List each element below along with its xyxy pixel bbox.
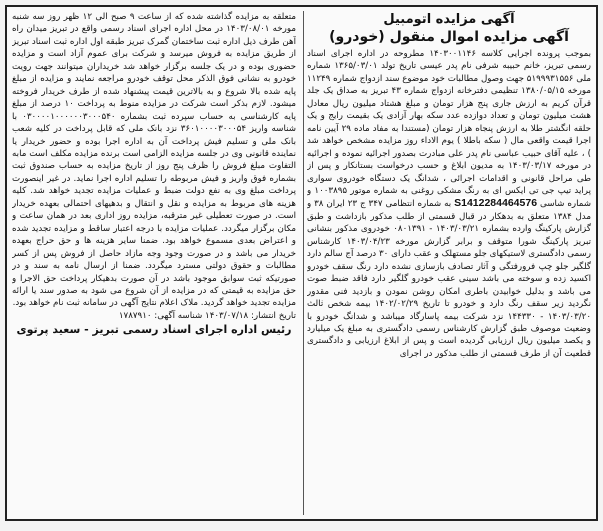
column-divider (303, 11, 304, 515)
notice-title: آگهی مزایده اتومبیل (383, 12, 515, 27)
notice-subtitle: آگهی مزایده اموال منقول (خودرو) (329, 29, 569, 45)
publication-info: تاریخ انتشار: ۱۴۰۳/۰۷/۱۸ شناسه آگهی: ۱۷۸۷۹۱۰ (118, 310, 296, 321)
notice-body-part2: متعلقه به مزایده گذاشته شده که از ساعت ۹ صبح الی ۱۲ ظهر روز سه شنبه مورخه ۱۴۰۳/۰۸/۰۱ در محل اداره اجرای اسناد رسمی واقع در تبریز میدان راه آهن طرف ذیل اداره ثبت ساختمان گمرک تبریز طبقه اول اداره ثبت اسناد تبریز از طریق مزایده به فروش میرسد و شرکت برای عموم آزاد است و مزایده حضوری بوده و در یک جلسه برگزار خواهد شد خریداران میتوانند جهت رویت خودرو به نشانی فوق الذکر محل توقف خودرو مراجعه نمایند و مزایده از مبلغ پایه شده بالا شروع و به بالاترین قیمت پیشنهاد شده از طرف خریدار فروخته میشود. لازم بذکر است شرکت در مزایده منوط به پرداخت ۱۰ درصد از مبلغ پایه کارشناسی به حساب سپرده ثبت بشماره ۰۳۰۰۰۰۱۰۰۰۰۰۰۳۰۰۰۵۴۰ با شناسه واریز ۳۶۰۱۰۰۰۰۳۰۰۰۵۴ نزد بانک ملی که قابل پرداخت در کلیه شعب بانک ملی و تسلیم فیش پرداخت آن به اداره اجرا بوده و حضور خریدار یا نماینده قانونی وی در جلسه مزایده الزامی است برنده مزایده مکلف است مابه التفاوت مبلغ فروش را ظرف پنج روز از تاریخ مزایده به حساب صندوق ثبت بشماره فوق واریز و فیش مربوطه را تسلیم اداره اجرا نماید. در غیر اینصورت پرداخت مبلغ وی به نفع دولت ضبط و عملیات مزایده تجدید خواهد شد. کلیه هزینه های مربوط به مزایده و نقل و انتقال و بدهیهای احتمالی بعهده خریدار است. در صورت تعطیلی غیر مترقبه، مزایده روز اداری بعد در همان ساعت و مکان برگزار میگردد. عملیات مزایده با درجه اعتبار ساقط و مزایده تجدید شده و اعتراض بعدی مسموع خواهد بود. ضمنا سایر هزینه ها و حق حراج بعهده خریدار می باشد و در صورت وجود وجه مازاد حاصل از فروش پس از کسر مطالبات و حقوق دولتی مسترد میگردد. ضمنا از ارسال نامه به سند و در صورتیکه ثبت سوابق موجود باشد در آن صورت بدهیکار پرداخت حق الاجرا و حق مزایده به قیمتی که در مزایده از آن شروع می شود به صدور سند یا ارائه مزایده تجدید خواهد گردید. ملاک اعلام نتایج آگهی در سامانه ثبت نام خواهد بود. (12, 12, 296, 309)
notice-left-column (12, 11, 296, 515)
notice-right-column (307, 11, 591, 515)
notice-body-text-a: بموجب پرونده اجرایی کلاسه ۱۴۰۳۰۰۱۱۴۶ مطروحه در اداره اجرای اسناد رسمی تبریز، خانم حبیبه شرفی نام پدر عیسی تاریخ تولد ۱۳۶۵/۰۳/۰۱ شماره ملی ۵۱۹۹۹۳۱۵۵۶ جهت وصول مطالبات خود موضوع سند ازدواج شماره ۱۱۲۴۹ مورخه ۱۳۸۰/۰۵/۱۵ تنظیمی دفترخانه ازدواج شماره ۴۳ تبریز به صداق یک جلد قرآن کریم به ارزش جاری پنج هزار تومان و مبلغ هشتاد میلیون ریال معادل هشت میلیون تومان و تعداد دوازده عدد سکه بهار آزادی یک بقیمت رایج و یک حلقه انگشتر طلا به ارزش پنجاه هزار تومان (مستندا به مفاد ماده ۲۹ آیین نامه اجرا قیمت واقعی مال ( سکه باطلا ) یوم الاداء روز مزایده مشخص خواهد شد ) ، علیه آقای حبیب عباسی نام پدر علی مبادرت بصدور اجرائیه نموده و اجرائیه در مورخه ۱۴۰۳/۰۳/۱۷ به مدیون ابلاغ و حسب درخواست بستانکار و پس از طی مراحل قانونی و اقدامات اجرائی ، شدانگ یک دستگاه خودروی سواری پراید تیپ جی تی ایکس ای به رنگ مشکی روغنی به شماره موتور ۱۰۰۳۸۹۵ و شماره شاسی (307, 49, 591, 210)
notice-body-part1 (307, 48, 591, 360)
signature: رئیس اداره اجرای اسناد رسمی تبریز - سعید پرتوی (16, 323, 292, 337)
vin-number: S1412284464576 (454, 197, 538, 210)
notice-body-text-b: به شماره انتظامی ۳۴۷ ج ۲۳ ایران ۳۸ و مدل ۱۳۸۴ متعلق به بدهکار در قبال قسمتی از طلب مذکور بازداشت و طبق گزارش پارکینگ وارده بشماره ۱۴۰۳/۰۳/۲۱ - ۰۸۰۱۳۹۱ خودروی مذکور بنشانی تبریز پارکینگ شورا متوقف و برابر گزارش مورخه ۱۴۰۳/۰۴/۲۳ کارشناس رسمی دادگستری لاستیکهای جلو مستهلک و عقب دارای ۳۰ درصد آج سالم دارد گلگیر جلو چپ فرورفتگی و آثار تصادف بازسازی نشده دارد رنگ سقف خودرو اکسید زده و سوخته می باشد سینی عقب خودرو گلگیر دارد فاقد ضبط صوت می باشد و بدلیل خوابیدن باطری امکان روشن نمودن و بازدید فنی مقدور نگردید زیر سقف رنگ دارد و خودرو تا تاریخ ۱۴۰۲/۰۲/۲۹ بیمه شخص ثالث ۱۴۰۳/۰۳/۲۰ - ۱۴۴۳۳۰ نزد شرکت بیمه پاسارگاد میباشد و شدانگ خودرو با وضعیت موصوف طبق گزارش کارشناس رسمی دادگستری به مبلغ یک میلیارد و یکصد میلیون ریال ارزیابی گردیده است و پس از ابلاغ ارزیابی و دادگستری قطعیت آن از طرف قسمتی از طلب مذکور در اجرای (307, 199, 591, 359)
notice-page (5, 5, 598, 521)
